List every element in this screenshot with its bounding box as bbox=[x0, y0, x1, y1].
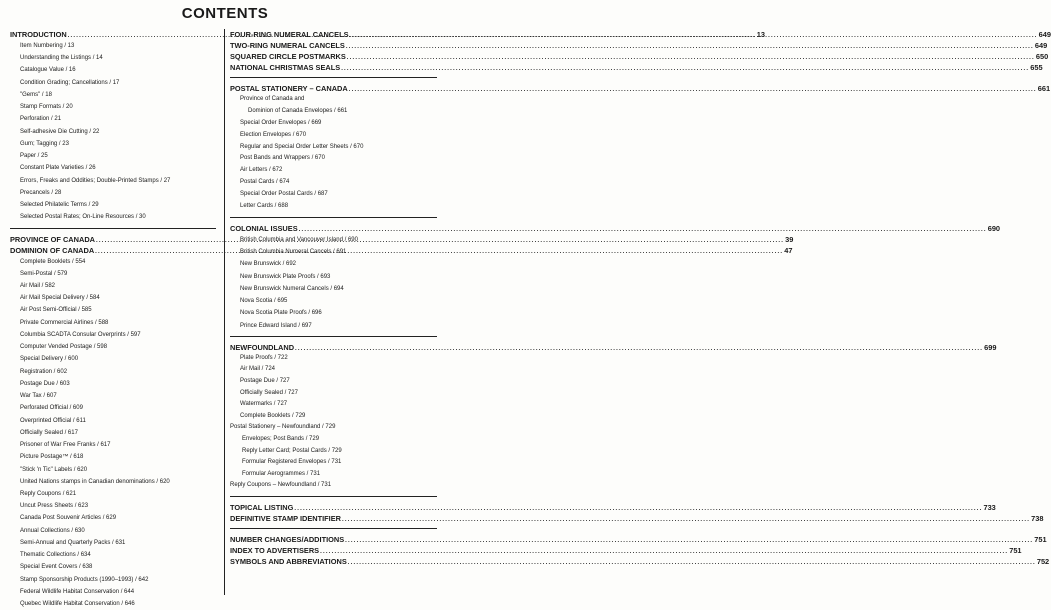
section-divider bbox=[10, 228, 216, 229]
toc-section[interactable] bbox=[230, 513, 1044, 524]
leader-dots bbox=[342, 515, 1030, 526]
toc-section[interactable] bbox=[230, 62, 1043, 73]
toc-entry[interactable]: Complete Booklets / 729 bbox=[240, 412, 306, 419]
section-label: FOUR-RING NUMERAL CANCELS bbox=[230, 30, 349, 39]
toc-entry[interactable]: Self-adhesive Die Cutting / 22 bbox=[20, 128, 100, 135]
section-label: DEFINITIVE STAMP IDENTIFIER bbox=[230, 513, 342, 523]
section-page: 39 bbox=[785, 234, 794, 244]
section-label: COLONIAL ISSUES bbox=[230, 223, 298, 233]
section-page: 733 bbox=[983, 502, 996, 512]
toc-entry[interactable]: Special Event Covers / 638 bbox=[20, 564, 93, 571]
section-label: NUMBER CHANGES/ADDITIONS bbox=[230, 534, 345, 544]
section-page: 47 bbox=[784, 245, 793, 255]
section-label: TOPICAL LISTING bbox=[230, 502, 294, 512]
toc-entry[interactable]: Air Post Semi-Official / 585 bbox=[20, 307, 92, 314]
toc-entry[interactable]: United Nations stamps in Canadian denominations / 620 bbox=[20, 478, 170, 485]
section-page: 751 bbox=[1009, 545, 1022, 555]
toc-entry[interactable]: Selected Postal Rates; On-Line Resources / 30 bbox=[20, 214, 146, 221]
toc-entry[interactable]: Stamp Formats / 20 bbox=[20, 104, 73, 111]
toc-entry[interactable]: Air Mail Special Delivery / 584 bbox=[20, 295, 100, 302]
toc-entry[interactable]: Gum; Tagging / 23 bbox=[20, 140, 69, 147]
toc-entry[interactable]: Special Order Postal Cards / 687 bbox=[240, 191, 328, 198]
section-page: 699 bbox=[984, 342, 997, 352]
toc-entry[interactable]: Postal Stationery – Newfoundland / 729 bbox=[230, 424, 336, 431]
leader-dots bbox=[346, 42, 1034, 53]
leader-dots bbox=[349, 85, 1037, 96]
end-group-1 bbox=[230, 502, 1044, 524]
section-label: NEWFOUNDLAND bbox=[230, 342, 295, 352]
toc-entry[interactable]: Errors, Freaks and Oddities; Double-Printed Stamps / 27 bbox=[20, 177, 171, 184]
toc-entry[interactable]: Quebec Wildlife Habitat Conservation / 646 bbox=[20, 601, 135, 608]
toc-entry[interactable]: Private Commercial Airlines / 588 bbox=[20, 319, 109, 326]
section-label: POSTAL STATIONERY – CANADA bbox=[230, 84, 348, 93]
section-page: 649 bbox=[1038, 30, 1051, 39]
toc-entry[interactable]: Semi-Postal / 579 bbox=[20, 270, 68, 277]
toc-entry[interactable]: Special Order Envelopes / 669 bbox=[240, 119, 322, 126]
toc-entry[interactable]: Overprinted Official / 611 bbox=[20, 417, 86, 424]
section-label: PROVINCE OF CANADA bbox=[10, 234, 95, 244]
toc-entry[interactable]: Perforation / 21 bbox=[20, 116, 62, 123]
toc-entry[interactable]: Complete Booklets / 554 bbox=[20, 258, 86, 265]
toc-entry[interactable]: Thematic Collections / 634 bbox=[20, 552, 91, 559]
toc-entry[interactable]: Annual Collections / 630 bbox=[20, 527, 85, 534]
section-label: DOMINION OF CANADA bbox=[10, 245, 95, 255]
toc-entry[interactable]: Postage Due / 603 bbox=[20, 380, 70, 387]
toc-entry[interactable]: Picture Postage™ / 618 bbox=[20, 454, 84, 461]
toc-entry[interactable]: Air Mail / 582 bbox=[20, 282, 56, 289]
section-page: 751 bbox=[1034, 534, 1047, 544]
leader-dots bbox=[350, 31, 1038, 42]
section-label: NATIONAL CHRISTMAS SEALS bbox=[230, 63, 341, 72]
toc-entry[interactable]: Catalogue Value / 16 bbox=[20, 67, 76, 74]
toc-entry[interactable]: Understanding the Listings / 14 bbox=[20, 55, 103, 62]
section-label: SQUARED CIRCLE POSTMARKS bbox=[230, 52, 346, 61]
toc-entry[interactable]: Prisoner of War Free Franks / 617 bbox=[20, 442, 111, 449]
toc-entry[interactable]: Precancels / 28 bbox=[20, 189, 62, 196]
page-title: CONTENTS bbox=[181, 5, 269, 22]
section-label: INTRODUCTION bbox=[10, 30, 67, 39]
toc-entry[interactable]: "Gems" / 18 bbox=[20, 91, 52, 98]
toc-entry[interactable]: New Brunswick Plate Proofs / 693 bbox=[240, 273, 331, 280]
toc-entry[interactable]: Semi-Annual and Quarterly Packs / 631 bbox=[20, 539, 126, 546]
toc-entry[interactable]: Air Mail / 724 bbox=[240, 366, 276, 373]
toc-entry[interactable]: Columbia SCADTA Consular Overprints / 597 bbox=[20, 331, 141, 338]
toc-entry[interactable]: Constant Plate Varieties / 26 bbox=[20, 165, 96, 172]
toc-entry[interactable]: Prince Edward Island / 697 bbox=[240, 322, 312, 329]
toc-entry[interactable]: Paper / 25 bbox=[20, 153, 48, 160]
toc-section-colonial[interactable] bbox=[230, 223, 1001, 234]
section-page: 650 bbox=[1035, 52, 1049, 61]
dominion-items bbox=[10, 256, 216, 610]
toc-entry[interactable]: Formular Aerogrammes / 731 bbox=[242, 470, 321, 477]
toc-entry[interactable]: Province of Canada and bbox=[240, 96, 305, 102]
section-divider bbox=[230, 496, 437, 497]
toc-entry[interactable]: Canada Post Souvenir Articles / 629 bbox=[20, 515, 117, 522]
section-divider bbox=[230, 217, 437, 218]
section-page: 655 bbox=[1030, 63, 1043, 72]
section-page: 13 bbox=[756, 30, 765, 39]
toc-entry[interactable]: Officially Sealed / 617 bbox=[20, 429, 78, 436]
toc-entry[interactable]: New Brunswick Numeral Cancels / 694 bbox=[240, 285, 344, 292]
leader-dots bbox=[95, 247, 783, 258]
toc-entry[interactable]: British Columbia and Vancouver Island / 690 bbox=[240, 236, 358, 243]
toc-entry[interactable]: War Tax / 607 bbox=[20, 393, 57, 400]
toc-entry[interactable]: Air Letters / 672 bbox=[240, 167, 283, 174]
end-group-2 bbox=[230, 534, 1050, 567]
leader-dots bbox=[345, 536, 1033, 547]
leader-dots bbox=[295, 344, 983, 355]
toc-entry[interactable]: Formular Registered Envelopes / 731 bbox=[242, 459, 342, 466]
toc-entry[interactable]: Perforated Official / 609 bbox=[20, 405, 83, 412]
leader-dots bbox=[320, 547, 1008, 558]
toc-entry[interactable]: Reply Coupons – Newfoundland / 731 bbox=[230, 482, 332, 489]
toc-section[interactable] bbox=[230, 40, 1048, 51]
toc-entry[interactable]: Watermarks / 727 bbox=[240, 401, 288, 408]
leader-dots bbox=[294, 504, 982, 515]
toc-entry[interactable]: Officially Sealed / 727 bbox=[240, 389, 298, 396]
section-label: SYMBOLS AND ABBREVIATIONS bbox=[230, 556, 347, 566]
toc-entry[interactable]: Condition Grading; Cancellations / 17 bbox=[20, 79, 120, 86]
toc-section[interactable] bbox=[230, 502, 996, 513]
toc-entry[interactable]: Item Numbering / 13 bbox=[20, 43, 75, 49]
toc-section-newfoundland[interactable] bbox=[230, 342, 997, 353]
toc-section[interactable] bbox=[230, 534, 1047, 545]
section-divider bbox=[230, 528, 437, 529]
section-divider bbox=[230, 336, 437, 337]
section-page: 690 bbox=[987, 223, 1001, 233]
toc-section[interactable] bbox=[230, 51, 1049, 62]
toc-entry[interactable]: Federal Wildlife Habitat Conservation / 644 bbox=[20, 588, 135, 595]
section-page: 649 bbox=[1034, 41, 1048, 50]
section-divider bbox=[230, 77, 437, 78]
toc-entry[interactable]: Computer Vended Postage / 598 bbox=[20, 344, 108, 351]
toc-entry[interactable]: Special Delivery / 600 bbox=[20, 356, 79, 363]
introduction-items bbox=[10, 40, 216, 224]
leader-dots bbox=[96, 236, 784, 247]
section-page: 661 bbox=[1037, 84, 1051, 93]
colonial-items bbox=[230, 234, 437, 332]
toc-entry[interactable]: Election Envelopes / 670 bbox=[240, 131, 307, 138]
toc-entry[interactable]: Postal Cards / 674 bbox=[240, 179, 290, 186]
toc-entry[interactable]: Stamp Sponsorship Products (1990–1993) / 642 bbox=[20, 576, 149, 583]
toc-entry[interactable]: British Columbia Numeral Cancels / 691 bbox=[240, 249, 347, 256]
toc-entry[interactable]: Letter Cards / 688 bbox=[240, 203, 289, 210]
toc-entry[interactable]: Nova Scotia Plate Proofs / 696 bbox=[240, 310, 322, 317]
leader-dots bbox=[347, 53, 1035, 64]
toc-entry[interactable]: Dominion of Canada Envelopes / 661 bbox=[248, 107, 348, 114]
newfoundland-items bbox=[230, 353, 437, 492]
section-label: TWO-RING NUMERAL CANCELS bbox=[230, 41, 345, 50]
section-label: INDEX TO ADVERTISERS bbox=[230, 545, 320, 555]
section-page: 752 bbox=[1036, 556, 1050, 566]
column-divider bbox=[224, 29, 225, 595]
toc-entry[interactable]: Envelopes; Post Bands / 729 bbox=[242, 435, 320, 442]
toc-entry[interactable]: Reply Coupons / 621 bbox=[20, 490, 77, 497]
leader-dots bbox=[341, 64, 1029, 75]
leader-dots bbox=[299, 225, 987, 236]
toc-entry[interactable]: Regular and Special Order Letter Sheets / 670 bbox=[240, 143, 364, 150]
toc-entry[interactable]: Reply Letter Card; Postal Cards / 729 bbox=[242, 447, 342, 454]
toc-entry[interactable]: Registration / 602 bbox=[20, 368, 68, 375]
postal-stationery-items bbox=[230, 94, 437, 213]
toc-section[interactable] bbox=[230, 556, 1050, 567]
toc-entry[interactable]: Selected Philatelic Terms / 29 bbox=[20, 202, 99, 209]
toc-entry[interactable]: Plate Proofs / 722 bbox=[240, 354, 288, 361]
section-page: 738 bbox=[1031, 513, 1044, 523]
toc-entry[interactable]: New Brunswick / 692 bbox=[240, 261, 297, 268]
toc-entry[interactable]: Nova Scotia / 695 bbox=[240, 298, 288, 305]
leader-dots bbox=[348, 558, 1036, 569]
toc-entry[interactable]: "Stick 'n Tic" Labels / 620 bbox=[20, 466, 88, 473]
toc-entry[interactable]: Post Bands and Wrappers / 670 bbox=[240, 155, 325, 162]
toc-entry[interactable]: Postage Due / 727 bbox=[240, 377, 290, 384]
toc-section-postal-stationery[interactable] bbox=[230, 83, 1051, 94]
toc-entry[interactable]: Uncut Press Sheets / 623 bbox=[20, 503, 89, 510]
toc-section[interactable] bbox=[230, 545, 1022, 556]
